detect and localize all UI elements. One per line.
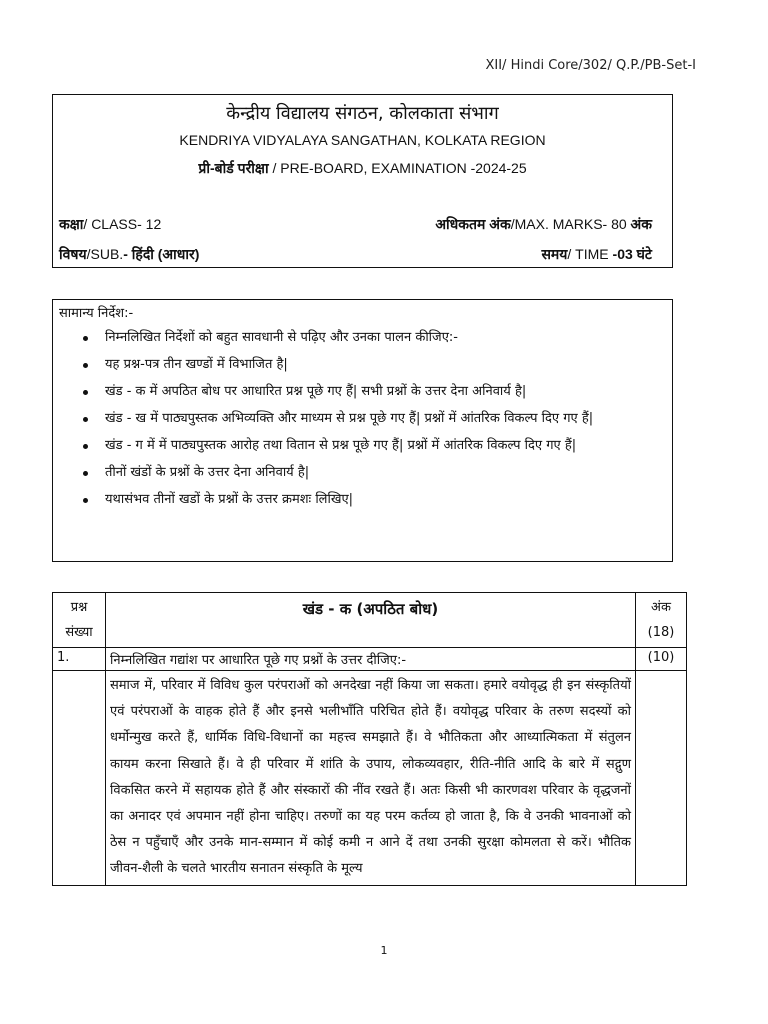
instructions-title: सामान्य निर्देश:- <box>59 306 134 321</box>
question-table <box>52 592 687 886</box>
exam-title-english: / PRE-BOARD, EXAMINATION -2024-25 <box>268 160 527 176</box>
instructions-box <box>52 299 673 562</box>
instructions-list <box>83 326 662 515</box>
marks-value: /MAX. MARKS- 80 <box>510 216 631 232</box>
header-box <box>52 94 673 268</box>
header-title-hindi: केन्द्रीय विद्यालय संगठन, कोलकाता संभाग <box>226 103 499 124</box>
subject-time-row <box>59 245 652 264</box>
empty-cell <box>53 671 106 886</box>
qno-header-line2: संख्या <box>65 625 93 640</box>
subject-value: - हिंदी (आधार) <box>123 246 200 262</box>
qno-header-line1: प्रश्न <box>70 600 88 615</box>
instruction-item: तीनों खंडों के प्रश्नों के उत्तर देना अनिवार्य है| <box>83 461 662 485</box>
table-header-row <box>53 593 687 648</box>
page-number: 1 <box>380 944 388 957</box>
instruction-item: निम्नलिखित निर्देशों को बहुत सावधानी से पढ़िए और उनका पालन कीजिए:- <box>83 326 662 350</box>
question-number: 1. <box>53 648 106 671</box>
instruction-item: यह प्रश्न-पत्र तीन खण्डों में विभाजित है| <box>83 353 662 377</box>
marks-header-line2: (18) <box>647 625 675 640</box>
time <box>541 245 652 264</box>
passage-text: समाज में, परिवार में विविध कुल परंपराओं को अनदेखा नहीं किया जा सकता। हमारे वयोवृद्ध ही इन संस्कृतियों एवं परंपराओं के वाहक होते हैं और इनसे भलीभाँति परिचित होते हैं। वयोवृद्ध परिवार के तरुण सदस्यों को धर्मोन्मुख करते हैं, धार्मिक विधि-विधानों का महत्त्व समझाते हैं। वे भौतिकता और आध्यात्मिकता में संतुलन कायम करना सिखाते हैं। वे ही परिवार में शांति के उपाय, लोकव्यवहार, रीति-नीति आदि के बारे में सद्गुण विकसित करने में सहायक होते हैं और संस्कारों की नींव रखते हैं। अतः किसी भी कारणवश परिवार के वृद्धजनों का अनादर एवं अपमान नहीं होना चाहिए। तरुणों का यह परम कर्तव्य हो जाता है, कि वे उनकी भावनाओं को ठेस न पहुँचाएँ और उनके मान-सम्मान में कोई कमी न आने दें तथा उनकी सुरक्षा कोमलता से करें। भौतिक जीवन-शैली के चलते भारतीय सनातन संस्कृति के मूल्य <box>106 671 636 886</box>
question-marks: (10) <box>636 648 687 671</box>
instruction-item: खंड - क में अपठित बोध पर आधारित प्रश्न पूछे गए हैं| सभी प्रश्नों के उत्तर देना अनिवार्य है| <box>83 380 662 404</box>
exam-title <box>53 159 672 178</box>
marks-header <box>636 593 687 648</box>
class-label-hindi: कक्षा <box>59 216 84 232</box>
time-label-english: / TIME <box>567 246 613 262</box>
instruction-item: खंड - ग में में पाठ्यपुस्तक आरोह तथा वितान से प्रश्न पूछे गए हैं| प्रश्नों में आंतरिक विकल्प दिए गए हैं| <box>83 434 662 458</box>
class-marks-row <box>59 215 652 234</box>
time-label-hindi: समय <box>541 246 568 262</box>
marks-header-line1: अंक <box>651 600 671 615</box>
instruction-item: यथासंभव तीनों खडों के प्रश्नों के उत्तर क्रमशः लिखिए| <box>83 488 662 512</box>
subject-label-english: /SUB. <box>86 246 124 262</box>
exam-title-hindi: प्री-बोर्ड परीक्षा <box>198 160 269 176</box>
table-row <box>53 648 687 671</box>
class-value: / CLASS- 12 <box>83 216 162 232</box>
subject-label-hindi: विषय <box>59 246 87 262</box>
max-marks <box>435 215 652 234</box>
time-value: -03 घंटे <box>612 246 652 262</box>
header-title-english: KENDRIYA VIDYALAYA SANGATHAN, KOLKATA REGION <box>179 132 546 148</box>
paper-code: XII/ Hindi Core/302/ Q.P./PB-Set-I <box>485 58 696 73</box>
question-text: निम्नलिखित गद्यांश पर आधारित पूछे गए प्रश्नों के उत्तर दीजिए:- <box>106 648 636 671</box>
empty-cell <box>636 671 687 886</box>
section-title: खंड - क (अपठित बोध) <box>106 593 636 648</box>
marks-unit: अंक <box>630 216 652 232</box>
marks-label-hindi: अधिकतम अंक <box>435 216 511 232</box>
instruction-item: खंड - ख में पाठ्यपुस्तक अभिव्यक्ति और माध्यम से प्रश्न पूछे गए हैं| प्रश्नों में आंतरिक विकल्प दिए गए हैं| <box>83 407 662 431</box>
question-number-header <box>53 593 106 648</box>
table-row <box>53 671 687 886</box>
